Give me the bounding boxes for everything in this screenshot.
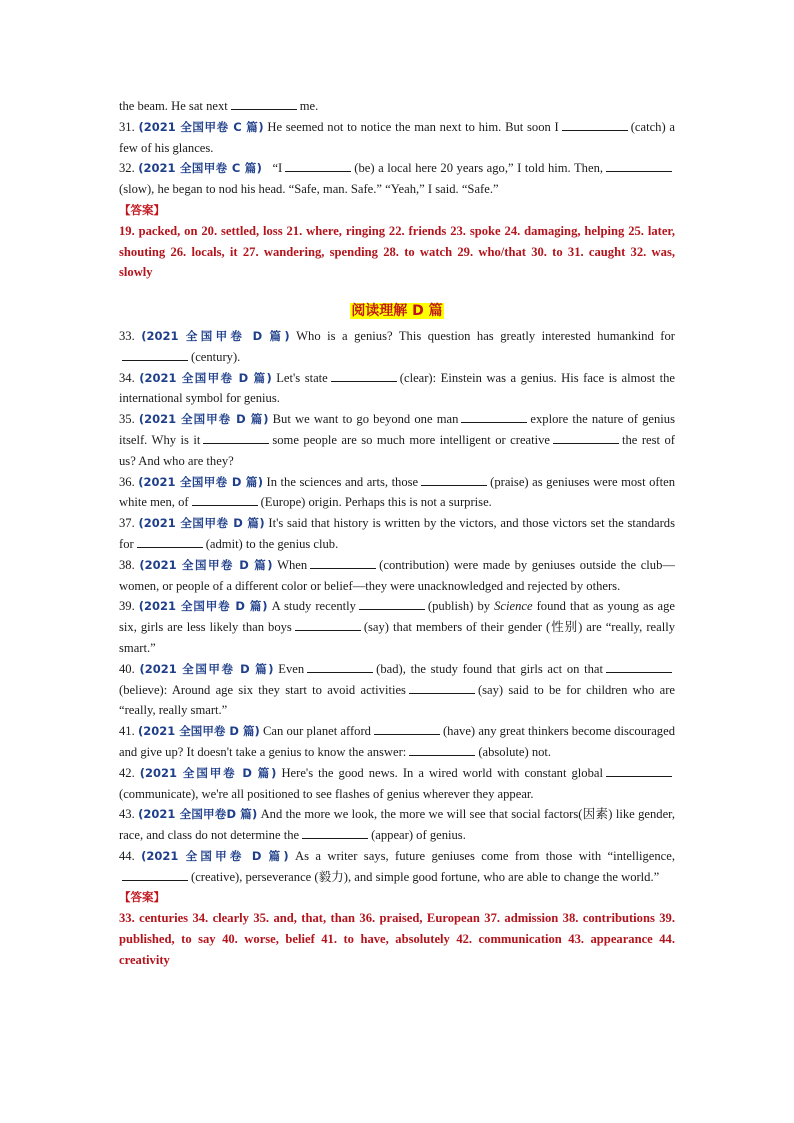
answer-blank — [606, 159, 672, 172]
answer-key: 33. centuries 34. clearly 35. and, that, than 36. praised, European 37. admission 38. contributions 39. published, to say 40. worse, belief 41. to have, absolutely 42. communication 43. appearance 44. creativity — [119, 911, 675, 967]
question-source: (2021 全国甲卷 D 篇) — [141, 848, 289, 863]
question-36: 36. (2021 全国甲卷 D 篇) In the sciences and arts, those (praise) as geniuses were most often white men, of (Europe) origin. Perhaps this is not a surprise. — [119, 474, 675, 510]
question-38: 38. (2021 全国甲卷 D 篇) When (contribution) were made by geniuses outside the club—women, or people of a different color or belief—they were unacknowledged and rejected by others. — [119, 557, 675, 593]
question-source: (2021 全国甲卷 D 篇) — [141, 328, 290, 343]
question-39: 39. (2021 全国甲卷 D 篇) A study recently (publish) by Science found that as young as age six, girls are less likely than boys (say) that members of their gender (性别) are “really, really smart.” — [119, 599, 676, 655]
question-35: 35. (2021 全国甲卷 D 篇) But we want to go beyond one man explore the nature of genius itself. Why is it some people are so much more intelligent or creative the rest of us? And who are they? — [119, 412, 675, 468]
answer-blank — [203, 431, 269, 444]
answer-blank — [310, 556, 376, 569]
question-source: (2021 全国甲卷 D 篇) — [138, 599, 268, 614]
question-source: (2021 全国甲卷 D 篇) — [139, 557, 273, 572]
answer-blank — [553, 431, 619, 444]
answer-blank — [421, 473, 487, 486]
answer-blank — [606, 764, 672, 777]
question-source: (2021 全国甲卷 C 篇) — [138, 161, 262, 176]
question-source: (2021 全国甲卷D 篇) — [138, 807, 258, 822]
answer-label: 【答案】 — [119, 890, 165, 905]
question-33: 33. (2021 全国甲卷 D 篇) Who is a genius? This question has greatly interested humankind for(century). — [119, 328, 675, 364]
question-40: 40. (2021 全国甲卷 D 篇) Even (bad), the study found that girls act on that(believe): Around age six they start to avoid activities (say) said to be for children who are “really, really smart.” — [119, 661, 675, 718]
answer-blank — [192, 493, 258, 506]
question-source: (2021 全国甲卷 D 篇) — [138, 516, 265, 531]
section-title: 阅读理解 D 篇 — [351, 303, 443, 320]
answer-blank — [374, 722, 440, 735]
question-31: 31. (2021 全国甲卷 C 篇) He seemed not to notice the man next to him. But soon I (catch) a few of his glances. — [119, 119, 675, 155]
answer-blank — [285, 159, 351, 172]
question-source: (2021 全国甲卷 D 篇) — [139, 661, 274, 676]
answer-blank — [137, 535, 203, 548]
question-37: 37. (2021 全国甲卷 D 篇) It's said that history is written by the victors, and those victors set the standards for (admit) to the genius club. — [119, 516, 676, 551]
answer-blank — [122, 348, 188, 361]
answer-blank — [461, 410, 527, 423]
question-source: (2021 全国甲卷 D 篇) — [138, 412, 269, 427]
document-page — [119, 96, 675, 971]
answer-blank — [122, 868, 188, 881]
question-34: 34. (2021 全国甲卷 D 篇) Let's state (clear): Einstein was a genius. His face is almost the international symbol for genius. — [119, 370, 675, 406]
question-30-tail: the beam. He sat next me. — [119, 99, 319, 113]
answer-blank — [562, 118, 628, 131]
question-44: 44. (2021 全国甲卷 D 篇) As a writer says, future geniuses come from those with “intelligence,(creative), perseverance (毅力), and simple good fortune, who are able to change the world.” — [119, 848, 675, 884]
answer-blank — [307, 660, 373, 673]
answer-blank — [302, 826, 368, 839]
question-source: (2021 全国甲卷 D 篇) — [139, 370, 272, 385]
answer-blank — [409, 681, 475, 694]
answer-key: 19. packed, on 20. settled, loss 21. where, ringing 22. friends 23. spoke 24. damaging, helping 25. later, shouting 26. locals, it 27. wandering, spending 28. to watch 29. who/that 30. to 31. caught 32. was, slowly — [119, 223, 675, 280]
answer-blank — [409, 743, 475, 756]
question-source: (2021 全国甲卷 D 篇) — [137, 724, 260, 739]
answer-blank — [331, 369, 397, 382]
question-41: 41. (2021 全国甲卷 D 篇) Can our planet afford (have) any great thinkers become discouraged and give up? It doesn't take a genius to know the answer: (absolute) not. — [119, 724, 675, 759]
answer-blank — [231, 97, 297, 110]
answer-label: 【答案】 — [119, 202, 165, 217]
answer-blank — [359, 597, 425, 610]
answer-blank — [295, 618, 361, 631]
question-42: 42. (2021 全国甲卷 D 篇) Here's the good news. In a wired world with constant global(communicate), we're all positioned to see flashes of genius wherever they appear. — [119, 763, 675, 805]
question-source: (2021 全国甲卷 D 篇) — [138, 474, 263, 489]
question-43: 43. (2021 全国甲卷D 篇) And the more we look, the more we will see that social factors(因素) like gender, race, and class do not determine the (appear) of genius. — [119, 807, 675, 843]
journal-name: Science — [494, 599, 533, 614]
question-source: (2021 全国甲卷 D 篇) — [139, 765, 277, 780]
question-32: 32. (2021 全国甲卷 C 篇) “I (be) a local here 20 years ago,” I told him. Then,(slow), he began to nod his head. “Safe, man. Safe.” “Yeah,” I said. “Safe.” — [119, 158, 675, 200]
answer-blank — [606, 660, 672, 673]
question-source: (2021 全国甲卷 C 篇) — [138, 119, 264, 134]
